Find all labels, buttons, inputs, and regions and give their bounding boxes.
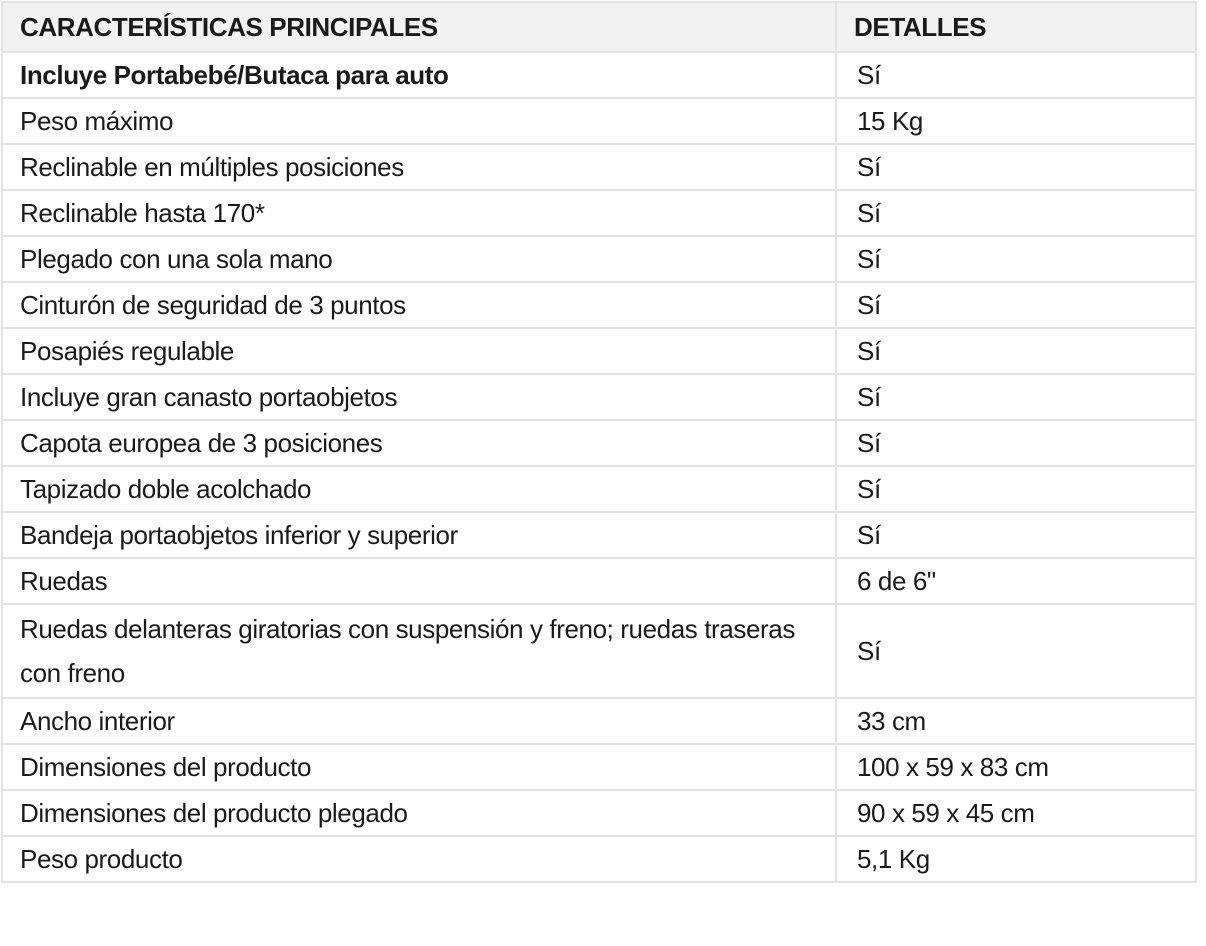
- table-row: [2, 744, 1196, 790]
- feature-cell: Ruedas delanteras giratorias con suspensión y freno; ruedas traseras con freno: [2, 604, 836, 698]
- detail-cell: 6 de 6": [836, 558, 1196, 604]
- detail-cell: 90 x 59 x 45 cm: [836, 790, 1196, 836]
- table-row: [2, 374, 1196, 420]
- table-row: [2, 698, 1196, 744]
- feature-cell: Peso producto: [2, 836, 836, 882]
- detail-cell: Sí: [836, 144, 1196, 190]
- header-features: CARACTERÍSTICAS PRINCIPALES: [2, 2, 836, 52]
- detail-cell: 33 cm: [836, 698, 1196, 744]
- table-row: [2, 236, 1196, 282]
- detail-cell: 15 Kg: [836, 98, 1196, 144]
- table-row: [2, 466, 1196, 512]
- table-row: [2, 836, 1196, 882]
- table-row: [2, 558, 1196, 604]
- feature-cell: Plegado con una sola mano: [2, 236, 836, 282]
- detail-cell: Sí: [836, 512, 1196, 558]
- feature-cell: Bandeja portaobjetos inferior y superior: [2, 512, 836, 558]
- detail-cell: Sí: [836, 374, 1196, 420]
- feature-cell: Cinturón de seguridad de 3 puntos: [2, 282, 836, 328]
- detail-cell: Sí: [836, 282, 1196, 328]
- specifications-table: [1, 1, 1197, 883]
- detail-cell: Sí: [836, 52, 1196, 98]
- table-header: [2, 2, 1196, 52]
- detail-cell: Sí: [836, 236, 1196, 282]
- feature-cell: Reclinable en múltiples posiciones: [2, 144, 836, 190]
- table-row: [2, 190, 1196, 236]
- feature-cell: Capota europea de 3 posiciones: [2, 420, 836, 466]
- feature-cell: Reclinable hasta 170*: [2, 190, 836, 236]
- table-row: [2, 52, 1196, 98]
- feature-cell: Dimensiones del producto: [2, 744, 836, 790]
- feature-cell: Posapiés regulable: [2, 328, 836, 374]
- detail-cell: Sí: [836, 328, 1196, 374]
- detail-cell: 100 x 59 x 83 cm: [836, 744, 1196, 790]
- table-row: [2, 790, 1196, 836]
- table-row: [2, 512, 1196, 558]
- table-row: [2, 144, 1196, 190]
- detail-cell: Sí: [836, 604, 1196, 698]
- detail-cell: 5,1 Kg: [836, 836, 1196, 882]
- feature-cell: Incluye Portabebé/Butaca para auto: [2, 52, 836, 98]
- feature-cell: Tapizado doble acolchado: [2, 466, 836, 512]
- table-row: [2, 328, 1196, 374]
- feature-cell: Ruedas: [2, 558, 836, 604]
- table-row: [2, 604, 1196, 698]
- table-body: [2, 52, 1196, 882]
- header-row: [2, 2, 1196, 52]
- feature-cell: Ancho interior: [2, 698, 836, 744]
- table-row: [2, 282, 1196, 328]
- header-details: DETALLES: [836, 2, 1196, 52]
- feature-cell: Incluye gran canasto portaobjetos: [2, 374, 836, 420]
- detail-cell: Sí: [836, 420, 1196, 466]
- feature-cell: Peso máximo: [2, 98, 836, 144]
- detail-cell: Sí: [836, 466, 1196, 512]
- feature-cell: Dimensiones del producto plegado: [2, 790, 836, 836]
- detail-cell: Sí: [836, 190, 1196, 236]
- table-row: [2, 98, 1196, 144]
- table-row: [2, 420, 1196, 466]
